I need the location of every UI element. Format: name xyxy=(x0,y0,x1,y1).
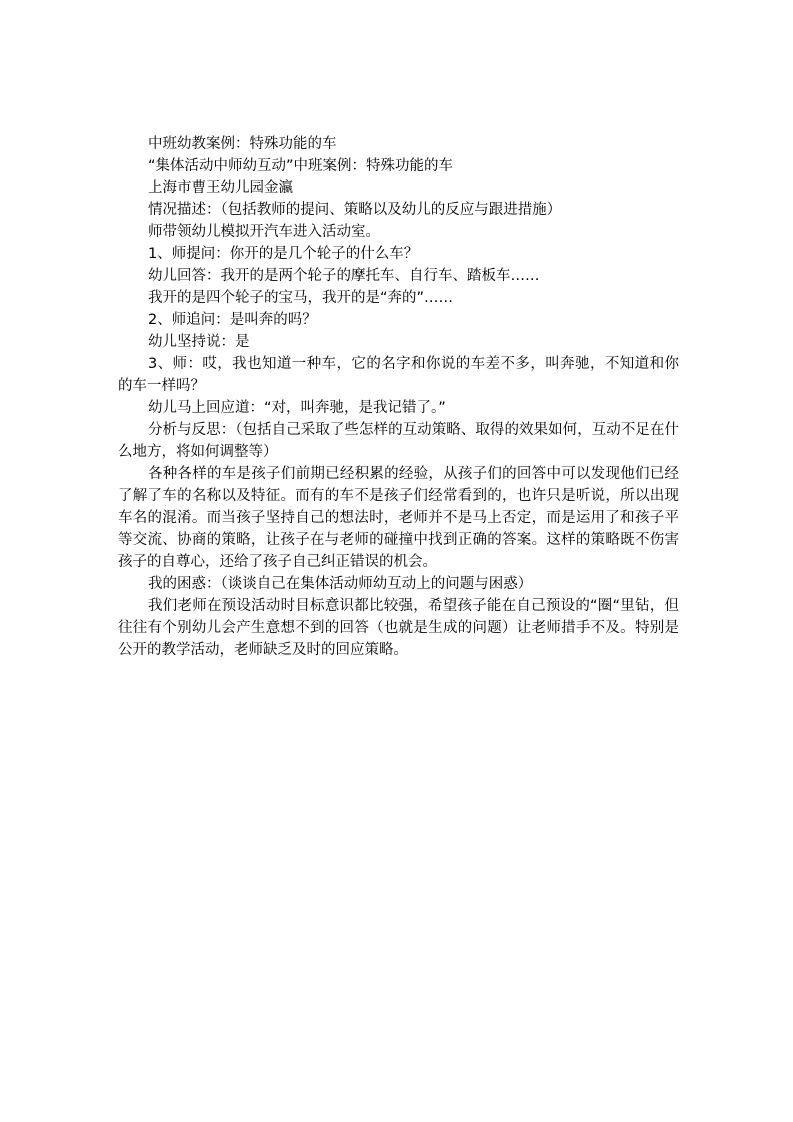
author-line: 上海市曹王幼儿园金瀛 xyxy=(148,180,293,196)
body-paragraph: 3、师：哎，我也知道一种车，它的名字和你说的车差不多，叫奔驰，不知道和你的车一样吗？ xyxy=(118,356,679,394)
body-paragraph: 幼儿马上回应道：“对，叫奔驰，是我记错了。” xyxy=(148,400,446,416)
body-paragraph: 我们老师在预设活动时目标意识都比较强，希望孩子能在自己预设的“圈“里钻，但往往有个别幼儿会产生意想不到的回答（也就是生成的问题）让老师措手不及。特别是公开的教学活动，老师缺乏及时的回应策略。 xyxy=(118,598,679,658)
body-paragraph: 我开的是四个轮子的宝马，我开的是“奔的”…… xyxy=(148,290,454,306)
body-paragraph: 1、师提问：你开的是几个轮子的什么车？ xyxy=(148,246,419,262)
body-paragraph: 各种各样的车是孩子们前期已经积累的经验，从孩子们的回答中可以发现他们已经了解了车的名称以及特征。而有的车不是孩子们经常看到的，也许只是听说，所以出现车名的混淆。而当孩子坚持自己的想法时，老师并不是马上否定，而是运用了和孩子平等交流、协商的策略，让孩子在与老师的碰撞中找到正确的答案。这样的策略既不伤害孩子的自尊心，还给了孩子自己纠正错误的机会。 xyxy=(118,466,679,570)
section-heading-confusion: 我的困惑：（谈谈自己在集体活动师幼互动上的问题与困惑） xyxy=(148,576,533,592)
document-body xyxy=(118,133,679,661)
body-paragraph: 幼儿坚持说：是 xyxy=(148,334,250,350)
section-heading-analysis: 分析与反思：（包括自己采取了些怎样的互动策略、取得的效果如何，互动不足在什么地方，将如何调整等） xyxy=(118,422,679,460)
body-paragraph: 2、师追问：是叫奔的吗？ xyxy=(148,312,317,328)
body-paragraph: 师带领幼儿模拟开汽车进入活动室。 xyxy=(148,224,380,240)
body-paragraph: 幼儿回答：我开的是两个轮子的摩托车、自行车、踏板车…… xyxy=(148,268,540,284)
document-subtitle: “集体活动中师幼互动”中班案例：特殊功能的车 xyxy=(148,158,454,174)
document-title: 中班幼教案例：特殊功能的车 xyxy=(148,136,337,152)
section-heading-description: 情况描述：（包括教师的提问、策略以及幼儿的反应与跟进措施） xyxy=(148,202,562,218)
